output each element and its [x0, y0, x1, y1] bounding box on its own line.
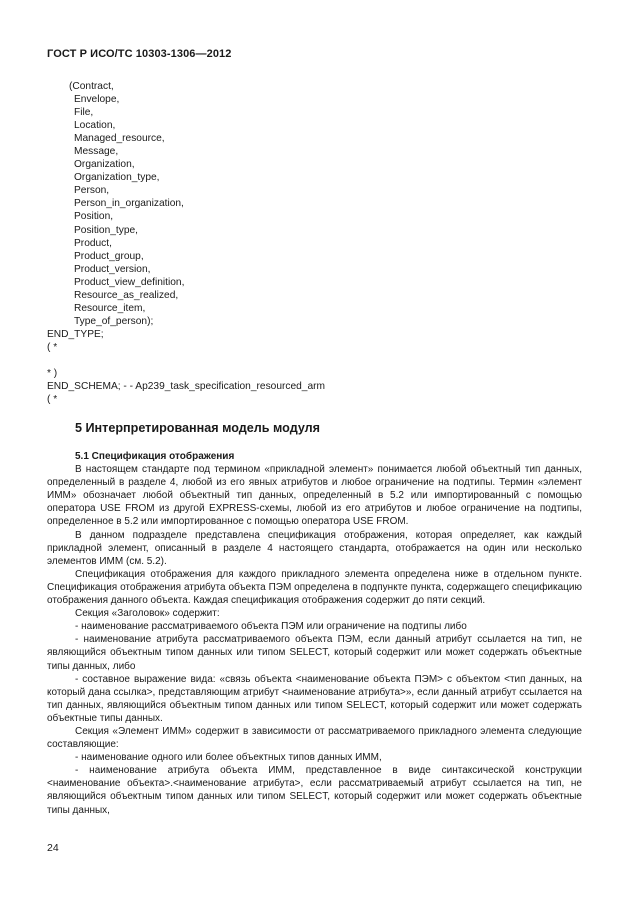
paragraph: В настоящем стандарте под термином «прикладной элемент» понимается любой объектный тип данных, определенный в разделе 4, любой из его явных атрибутов и любое ограничение на подтипы. Термин «элемент ИММ» обозначает любой объектный тип данных, определенный в 5.2 или импортированный с помощью оператора USE FROM из другой EXPRESS-схемы, любой из его атрибутов и любое ограничение на подтипы, определенное в 5.2 или импортированное с помощью оператора USE FROM. [47, 464, 582, 528]
page-number: 24 [47, 842, 59, 854]
code-line: Message, [74, 146, 119, 158]
list-item: - наименование рассматриваемого объекта ПЭМ или ограничение на подтипы либо [75, 621, 467, 633]
code-line: Location, [74, 120, 116, 132]
document-header: ГОСТ Р ИСО/ТС 10303-1306—2012 [47, 48, 232, 60]
paragraph: Спецификация отображения для каждого прикладного элемента определена ниже в отдельном пункте. Спецификация отображения атрибута объекта ПЭМ определена в подпункте пункта, содержащего спецификацию отображения данного объекта. Каждая спецификация отображения содержит до пяти секций. [47, 568, 582, 607]
list-item: - наименование атрибута рассматриваемого объекта ПЭМ, если данный атрибут ссылается на тип, не являющийся объектным типом данных или типом SELECT, который содержит или может содержать объектные типы данных, либо [47, 634, 582, 672]
code-blank-line [47, 354, 325, 367]
code-line: File, [74, 107, 94, 119]
body-text [47, 450, 582, 817]
code-line: (Contract, [69, 81, 114, 92]
code-line: END_SCHEMA; - - Ap239_task_specification_resourced_arm [47, 381, 326, 393]
code-line: END_TYPE; [47, 328, 104, 340]
list-item: - составное выражение вида: «связь объекта <наименование объекта ПЭМ> с объектом <тип данных, на который дана ссылка>, представляющим атрибут <наименование атрибута>», если данный атрибут ссылается на тип данных, являющийся объектным типом данных или типом SELECT, который содержит или может содержать объектные типы данных. [47, 673, 582, 724]
code-line: Managed_resource, [74, 133, 165, 145]
subsection-title: 5.1 Спецификация отображения [75, 451, 235, 462]
code-line: * ) [47, 368, 58, 380]
paragraph: Секция «Заголовок» содержит: [75, 608, 220, 620]
express-code-block [47, 80, 325, 406]
list-item: - наименование атрибута объекта ИММ, представленное в виде синтаксической конструкции <наименование объекта>.<наименование атрибута>, если рассматриваемый атрибут ссылается на тип, не являющийся объектным типом данных или типом SELECT, который содержит или может содержать объектные типы данных, [47, 765, 582, 816]
code-line: Person, [74, 185, 110, 197]
code-line: ( * [47, 394, 58, 406]
code-line: Product_version, [74, 263, 151, 275]
code-line: Person_in_organization, [74, 198, 184, 210]
code-line: Organization_type, [74, 172, 160, 184]
code-line: Envelope, [74, 94, 120, 106]
code-line: Organization, [74, 159, 135, 171]
code-line: Type_of_person); [74, 315, 154, 327]
code-line: Resource_as_realized, [74, 289, 179, 301]
code-line: ( * [47, 341, 58, 353]
code-line: Position, [74, 211, 114, 223]
code-line: Product_group, [74, 250, 144, 262]
paragraph: В данном подразделе представлена спецификация отображения, которая определяет, как каждый прикладной элемент, описанный в разделе 4 настоящего стандарта, отображается на один или несколько элементов ИММ (см. 5.2). [47, 529, 582, 567]
code-line: Product_view_definition, [74, 276, 185, 288]
code-line: Product, [74, 237, 112, 249]
paragraph: Секция «Элемент ИММ» содержит в зависимости от рассматриваемого прикладного элемента следующие составляющие: [47, 725, 582, 751]
code-line: Resource_item, [74, 302, 146, 314]
code-line: Position_type, [74, 224, 138, 236]
section-title: 5 Интерпретированная модель модуля [75, 421, 321, 435]
list-item: - наименование одного или более объектных типов данных ИММ, [75, 752, 382, 764]
